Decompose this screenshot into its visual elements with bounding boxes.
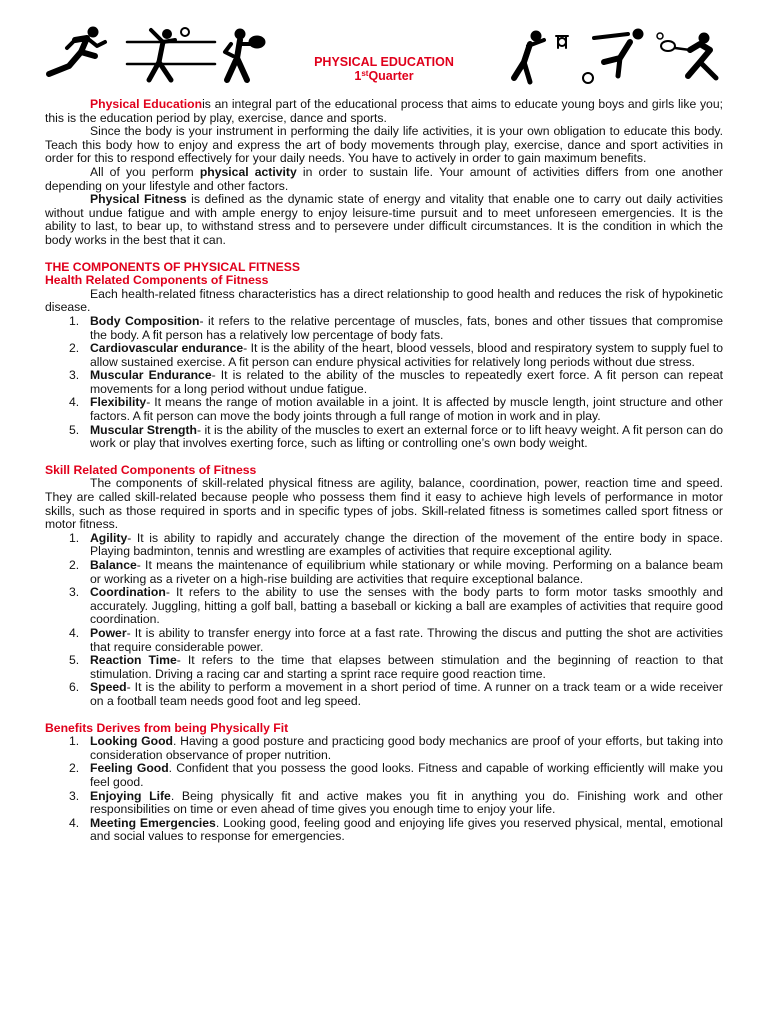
spacer — [45, 709, 723, 722]
term-physical-fitness: Physical Fitness — [90, 192, 187, 207]
item-text: - It refers to the time that elapses between stimulation and the beginning of reaction to that stimulation. Driving a racing car and starting a sprint race require good reaction time. — [90, 653, 723, 681]
page-header — [0, 0, 768, 100]
list-item — [45, 396, 723, 423]
skill-components-intro: The components of skill-related physical fitness are agility, balance, coordination, power, reaction time and speed. They are called skill-related because people who possess them find it easy to achieve high levels of performance in motor skills, such as those required in sports and in specific types of jobs. Skill-related fitness is sometimes called sport fitness or motor fitness. — [45, 476, 723, 532]
item-term: Muscular Endurance — [90, 368, 212, 383]
subtitle-number: 1 — [354, 69, 362, 83]
item-term: Body Composition — [90, 313, 200, 328]
list-item — [45, 817, 723, 844]
skill-components-heading: Skill Related Components of Fitness — [45, 462, 257, 477]
item-text: . Confident that you possess the good looks. Fitness and capable of working efficiently will make you feel good. — [90, 761, 723, 789]
document-body — [45, 98, 723, 844]
list-item — [45, 532, 723, 559]
benefits-list — [45, 735, 723, 844]
item-text: - It is ability to transfer energy into force at a fast rate. Throwing the discus and putting the shot are activities that require considerable power. — [90, 625, 723, 654]
item-number: 6. — [69, 680, 80, 695]
item-number: 3. — [69, 788, 80, 803]
item-term: Feeling Good — [90, 761, 169, 776]
intro-p3-before: All of you perform — [90, 164, 200, 179]
intro-p3-after: in order to sustain life. Your amount of activities differs from one another depending on your lifestyle and other factors. — [45, 164, 723, 193]
item-number: 4. — [69, 395, 80, 410]
health-components-heading: Health Related Components of Fitness — [45, 273, 269, 288]
item-number: 2. — [69, 341, 80, 356]
item-number: 1. — [69, 530, 80, 545]
item-text: - It is the ability to perform a movement in a short period of time. A runner on a track team or a wide receiver on a football team needs good foot and leg speed. — [90, 680, 723, 708]
intro-paragraph-3 — [45, 166, 723, 193]
list-item — [45, 369, 723, 396]
list-item — [45, 627, 723, 654]
list-item — [45, 681, 723, 708]
item-term: Balance — [90, 558, 137, 572]
item-number: 2. — [69, 558, 80, 572]
basketball-player-icon — [514, 31, 568, 82]
sport-pictograms-left — [35, 22, 275, 92]
item-text: - It is the ability of the heart, blood vessels, blood and respiratory system to supply fuel to allow sustained exercise. A fit person can endure physical activities for relatively long periods without due stress. — [90, 341, 723, 369]
volleyball-player-icon — [127, 28, 215, 80]
item-number: 1. — [69, 734, 80, 749]
item-text: - It means the range of motion available in a joint. It is affected by muscle length, joint structure and other factors. A fit person can move the body joints through a full range of motion in work and in play. — [90, 395, 723, 424]
item-text: . Being physically fit and active makes you fit in anything you do. Finishing work and other responsibilities on time or even ahead of time gives you enough time to enjoy your life. — [90, 788, 723, 817]
subtitle-ordinal: st — [361, 69, 369, 78]
item-term: Speed — [90, 680, 127, 695]
item-number: 3. — [69, 585, 80, 600]
list-item — [45, 586, 723, 627]
item-text: - it refers to the relative percentage of muscles, fats, bones and other tissues that compromise the body. A fit person has a relatively low percentage of body fats. — [90, 313, 723, 342]
item-number: 2. — [69, 761, 80, 776]
list-item — [45, 735, 723, 762]
components-heading: THE COMPONENTS OF PHYSICAL FITNESS — [45, 259, 301, 274]
item-text: . Having a good posture and practicing good body mechanics are proof of your efforts, but taking into consideration observance of proper nutrition. — [90, 734, 723, 762]
item-text: - It is ability to rapidly and accurately change the direction of the movement of the entire body in space. Playing badminton, tennis and wrestling are examples of activities that require exceptional agility. — [90, 530, 723, 559]
item-term: Cardiovascular endurance — [90, 341, 244, 356]
item-number: 1. — [69, 313, 80, 328]
list-item — [45, 654, 723, 681]
tennis-player-icon — [657, 33, 716, 78]
benefits-heading: Benefits Derives from being Physically Fit — [45, 720, 289, 735]
item-term: Agility — [90, 530, 128, 545]
item-term: Looking Good — [90, 734, 173, 749]
list-item — [45, 342, 723, 369]
list-item — [45, 315, 723, 342]
item-term: Reaction Time — [90, 653, 177, 668]
list-item — [45, 762, 723, 789]
page-subtitle — [270, 69, 498, 83]
item-number: 5. — [69, 653, 80, 668]
item-term: Enjoying Life — [90, 788, 171, 803]
term-physical-education: Physical Education — [90, 97, 203, 111]
item-number: 4. — [69, 815, 80, 830]
item-number: 5. — [69, 422, 80, 437]
item-term: Coordination — [90, 585, 166, 600]
item-term: Meeting Emergencies — [90, 815, 216, 830]
item-term: Muscular Strength — [90, 422, 198, 437]
list-item — [45, 559, 723, 586]
item-term: Power — [90, 625, 127, 640]
intro-paragraph-2: Since the body is your instrument in performing the daily life activities, it is your own obligation to educate this body. Teach this body how to enjoy and express the art of body movements through play, exercise, dance and sport activities in order for this to respond effectively for your daily needs. You have to actively in order to gain maximum benefits. — [45, 124, 723, 166]
spacer — [45, 451, 723, 464]
boxer-icon — [225, 29, 265, 80]
intro-paragraph-1 — [45, 98, 723, 125]
shot-put-icon — [583, 29, 643, 83]
health-components-intro: Each health-related fitness characteristics has a direct relationship to good health and reduces the risk of hypokinetic disease. — [45, 286, 723, 315]
sport-pictograms-right — [500, 22, 740, 92]
health-components-list — [45, 315, 723, 451]
subtitle-text: Quarter — [368, 69, 414, 83]
title-block — [270, 55, 498, 83]
page-title: PHYSICAL EDUCATION — [314, 55, 454, 69]
item-text: - it is the ability of the muscles to exert an external force or to lift heavy weight. A fit person can do work or play that involves exerting force, such as lifting or controlling one’s own body weight. — [90, 422, 723, 451]
item-text: - It means the maintenance of equilibrium while stationary or while moving. Performing on a balance beam or working as a riveter on a high-rise building are activities that require exceptional balance. — [90, 558, 723, 586]
intro-p1-text: is an integral part of the educational process that aims to educate young boys and girls like you; this is the education period by play, exercise, dance and sports. — [45, 97, 723, 125]
item-number: 3. — [69, 368, 80, 383]
intro-p4-text: is defined as the dynamic state of energy and vitality that enable one to carry out daily activities without undue fatigue and with ample energy to enjoy leisure-time pursuit and to meet unforeseen emergencies. It is the ability to last, to bear up, to withstand stress and to persevere under difficult circumstances. It is the condition in which the body works in the best that it can. — [45, 192, 723, 247]
term-physical-activity: physical activity — [199, 164, 297, 179]
runner-icon — [49, 27, 105, 74]
item-term: Flexibility — [90, 395, 147, 410]
list-item — [45, 790, 723, 817]
item-text: - It is related to the ability of the muscles to repeatedly exert force. A fit person can repeat movements for a long period without undue fatigue. — [90, 368, 723, 396]
list-item — [45, 424, 723, 451]
item-number: 4. — [69, 625, 80, 640]
item-text: - It refers to the ability to use the senses with the body parts to form motor tasks smoothly and accurately. Juggling, hitting a golf ball, batting a baseball or kicking a ball are examples of activities that require good coordination. — [90, 585, 723, 627]
item-text: . Looking good, feeling good and enjoying life gives you reserved physical, mental, emotional and social values to response for emergencies. — [90, 815, 723, 844]
intro-paragraph-4 — [45, 193, 723, 247]
skill-components-list — [45, 532, 723, 709]
